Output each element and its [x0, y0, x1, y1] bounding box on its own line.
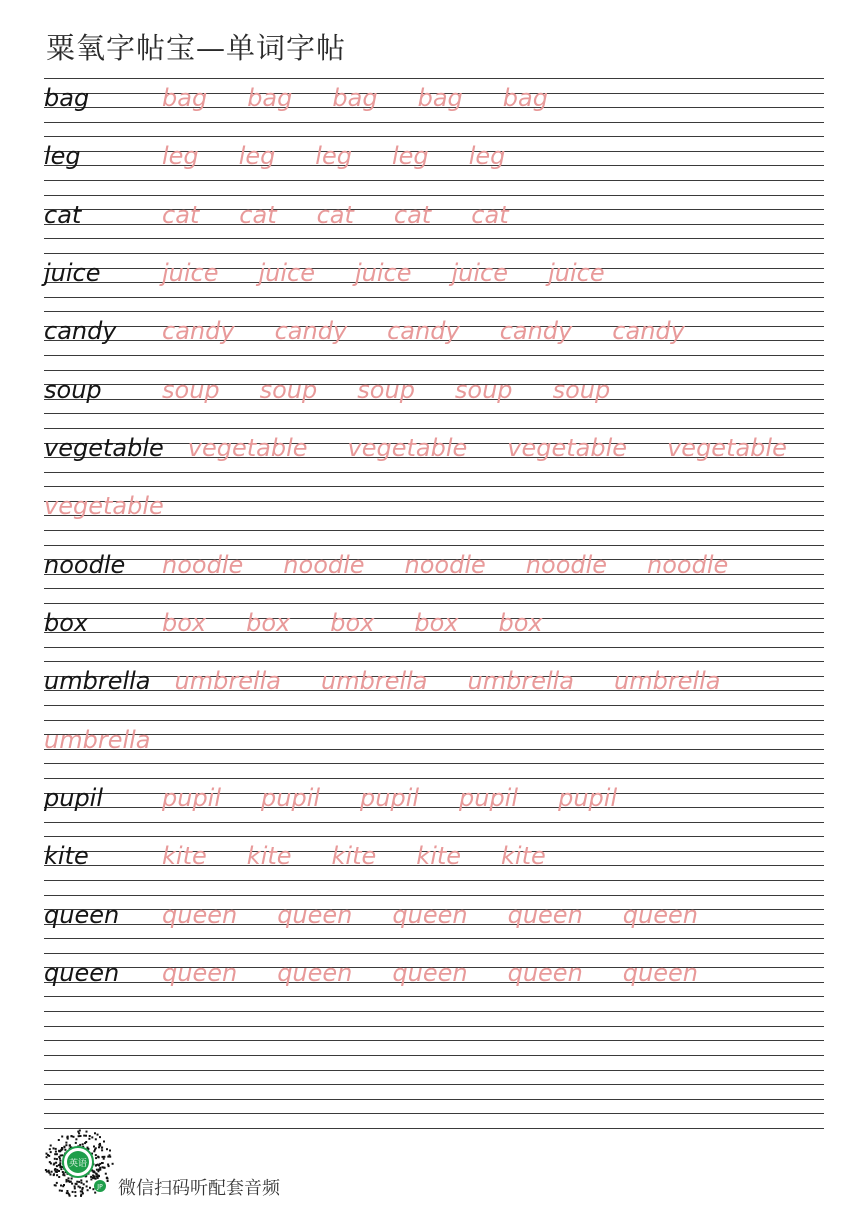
qr-dot [83, 1135, 85, 1137]
qr-dot [50, 1174, 52, 1176]
word-row [44, 545, 824, 603]
qr-dot [48, 1170, 50, 1172]
qr-dot [83, 1183, 85, 1185]
model-word: umbrella [44, 667, 151, 696]
badge-label: 英语 [68, 1159, 88, 1169]
word-row [44, 253, 824, 311]
trace-word: cat [393, 200, 432, 229]
model-word: soup [44, 375, 102, 404]
trace-word: pupil [459, 784, 519, 812]
qr-dot [68, 1180, 70, 1182]
qr-dot [53, 1163, 55, 1165]
worksheet [44, 78, 824, 1118]
model-word: box [44, 609, 89, 637]
qr-dot [109, 1150, 111, 1152]
trace-word: umbrella [321, 667, 428, 696]
trace-word: kite [162, 842, 207, 871]
word-row [44, 953, 824, 1011]
qr-dot [105, 1173, 107, 1175]
qr-dot [95, 1157, 97, 1159]
qr-dot [61, 1147, 63, 1149]
qr-dot [80, 1190, 82, 1192]
qr-dot [63, 1146, 65, 1148]
qr-dot [61, 1136, 63, 1138]
qr-dot [95, 1138, 97, 1140]
qr-dot [103, 1156, 105, 1158]
trace-word: queen [392, 900, 468, 929]
trace-word: box [498, 609, 543, 637]
qr-dot [56, 1182, 58, 1184]
qr-dot [103, 1141, 105, 1143]
trace-word: umbrella [44, 725, 151, 754]
qr-dot [101, 1147, 103, 1149]
trace-word: bag [502, 84, 548, 112]
trace-word: queen [277, 900, 353, 929]
qr-dot [76, 1181, 78, 1183]
qr-dot [69, 1195, 71, 1197]
qr-dot [56, 1174, 58, 1176]
qr-dot [54, 1168, 56, 1170]
trace-word: umbrella [614, 667, 721, 696]
qr-dot [61, 1190, 63, 1192]
qr-dot [106, 1177, 108, 1179]
qr-dot [81, 1182, 83, 1184]
model-word: juice [44, 259, 101, 287]
qr-dot [107, 1180, 109, 1182]
qr-dot [82, 1187, 84, 1189]
qr-dot [54, 1158, 56, 1160]
trace-word: juice [162, 259, 219, 287]
word-row [44, 778, 824, 836]
qr-dot [88, 1138, 90, 1140]
qr-dot [78, 1181, 80, 1183]
qr-dot [50, 1151, 52, 1153]
qr-dot [56, 1158, 58, 1160]
qr-dot [70, 1135, 72, 1137]
qr-dot [101, 1162, 103, 1164]
trace-word: vegetable [347, 434, 468, 462]
trace-word: bag [162, 84, 208, 112]
qr-dot [58, 1176, 60, 1178]
qr-dot [85, 1135, 87, 1137]
model-word: queen [44, 900, 120, 929]
word-row [44, 311, 824, 369]
trace-word: queen [507, 958, 583, 987]
trace-word: queen [392, 958, 468, 987]
qr-dot [60, 1185, 62, 1187]
qr-dot [71, 1178, 73, 1180]
qr-code-icon [42, 1126, 114, 1198]
trace-word: candy [499, 317, 573, 346]
ruled-line [44, 1128, 824, 1129]
badge-corner-label: JP [97, 1183, 103, 1191]
qr-dot [103, 1167, 105, 1169]
trace-word: noodle [404, 550, 486, 579]
qr-dot [58, 1170, 60, 1172]
trace-word: cat [162, 200, 200, 229]
model-word: kite [44, 842, 89, 871]
qr-dot [94, 1132, 96, 1134]
word-row [44, 1011, 824, 1069]
qr-dot [73, 1136, 75, 1138]
qr-dot [51, 1171, 53, 1173]
qr-dot [72, 1191, 74, 1193]
qr-dot [78, 1135, 80, 1137]
trace-word: kite [246, 842, 292, 871]
qr-dot [66, 1181, 68, 1183]
trace-word: umbrella [174, 667, 281, 696]
trace-word: cat [239, 200, 277, 229]
qr-dot [99, 1167, 101, 1169]
qr-dot [74, 1191, 76, 1193]
trace-word: kite [331, 842, 377, 871]
model-word: pupil [44, 784, 104, 812]
qr-dot [54, 1153, 56, 1155]
qr-dot [86, 1185, 88, 1187]
trace-word: kite [416, 842, 462, 871]
trace-word: leg [392, 142, 429, 171]
qr-dot [62, 1171, 64, 1173]
model-word: noodle [44, 550, 126, 579]
trace-word: leg [238, 142, 276, 171]
trace-word: candy [612, 317, 685, 346]
trace-word: box [162, 609, 207, 637]
qr-dot [79, 1144, 81, 1146]
qr-dot [103, 1158, 105, 1160]
qr-dot [93, 1146, 95, 1148]
qr-dot [75, 1195, 77, 1197]
word-row [44, 836, 824, 894]
qr-dot [91, 1136, 93, 1138]
qr-dot [95, 1154, 97, 1156]
qr-dot [66, 1192, 68, 1194]
qr-dot [59, 1166, 61, 1168]
word-row [44, 370, 824, 428]
qr-dot [92, 1188, 94, 1190]
qr-dot [58, 1164, 60, 1166]
trace-word: queen [162, 900, 238, 929]
trace-word: queen [162, 958, 238, 987]
qr-dot [64, 1149, 66, 1151]
qr-dot [86, 1181, 88, 1183]
qr-dot [99, 1136, 101, 1138]
qr-dot [106, 1148, 108, 1150]
trace-word: soup [357, 375, 415, 404]
qr-dot [101, 1149, 103, 1151]
qr-dot [60, 1155, 62, 1157]
trace-word: pupil [360, 784, 420, 812]
trace-word: queen [507, 900, 583, 929]
qr-dot [53, 1147, 55, 1149]
page-title: 粟氧字帖宝—单词字帖 [46, 31, 347, 65]
trace-word: bag [247, 84, 293, 112]
trace-word: noodle [162, 550, 244, 579]
trace-word: box [330, 609, 375, 637]
trace-word: soup [162, 375, 220, 404]
qr-dot [96, 1169, 98, 1171]
trace-word: queen [622, 900, 698, 929]
trace-word: juice [355, 259, 412, 287]
qr-dot [97, 1134, 99, 1136]
trace-word: leg [315, 142, 352, 171]
word-row [44, 428, 824, 486]
qr-dot [64, 1174, 66, 1176]
word-row [44, 661, 824, 719]
qr-dot [65, 1142, 67, 1144]
qr-dot [98, 1146, 100, 1148]
word-row [44, 895, 824, 953]
trace-word: queen [277, 958, 353, 987]
trace-word: umbrella [467, 667, 574, 696]
qr-dot [58, 1150, 60, 1152]
trace-word: vegetable [507, 434, 628, 462]
qr-dot [93, 1150, 95, 1152]
word-row [44, 195, 824, 253]
word-row [44, 136, 824, 194]
trace-word: pupil [558, 784, 618, 812]
model-word: cat [44, 200, 82, 229]
qr-dot [94, 1192, 96, 1194]
trace-word: juice [548, 259, 605, 287]
word-row [44, 720, 824, 778]
qr-dot [45, 1169, 47, 1171]
word-row [44, 486, 824, 544]
trace-word: kite [501, 842, 546, 871]
qr-dot [69, 1144, 71, 1146]
qr-dot [75, 1138, 77, 1140]
qr-dot [96, 1164, 98, 1166]
qr-dot [46, 1153, 48, 1155]
qr-dot [80, 1179, 82, 1181]
qr-dot [87, 1147, 89, 1149]
qr-dot [62, 1185, 64, 1187]
model-word: queen [44, 958, 120, 987]
qr-dot [90, 1176, 92, 1178]
qr-dot [49, 1148, 51, 1150]
qr-dot [84, 1142, 86, 1144]
qr-dot [66, 1190, 68, 1192]
trace-word: noodle [283, 550, 365, 579]
qr-dot [80, 1195, 82, 1197]
qr-dot [70, 1181, 72, 1183]
trace-word: soup [454, 375, 513, 404]
qr-dot [74, 1185, 76, 1187]
qr-dot [97, 1156, 99, 1158]
qr-dot [50, 1145, 52, 1147]
model-word: bag [44, 84, 90, 112]
qr-dot [77, 1131, 79, 1133]
trace-word: candy [274, 317, 348, 346]
qr-dot [86, 1131, 88, 1133]
trace-word: bag [332, 84, 378, 112]
qr-dot [98, 1144, 100, 1146]
qr-dot [89, 1135, 91, 1137]
qr-dot [75, 1183, 77, 1185]
word-row [44, 78, 824, 136]
qr-dot [66, 1136, 68, 1138]
trace-word: box [246, 609, 291, 637]
trace-word: cat [316, 200, 354, 229]
trace-word: candy [387, 317, 460, 346]
trace-word: noodle [525, 550, 608, 579]
qr-dot [82, 1192, 84, 1194]
trace-word: vegetable [667, 434, 787, 462]
qr-dot [98, 1169, 100, 1171]
qr-dot [89, 1187, 91, 1189]
qr-dot [55, 1148, 57, 1150]
trace-word: soup [552, 375, 611, 404]
trace-word: vegetable [44, 492, 164, 521]
qr-dot [55, 1185, 57, 1187]
qr-dot [53, 1174, 55, 1176]
qr-dot [68, 1177, 70, 1179]
qr-dot [59, 1160, 61, 1162]
qr-dot [78, 1132, 80, 1134]
scan-instruction: 微信扫码听配套音频 [118, 1178, 280, 1199]
word-row [44, 603, 824, 661]
qr-dot [109, 1156, 111, 1158]
trace-word: candy [162, 317, 235, 346]
qr-dot [102, 1156, 104, 1158]
trace-word: leg [162, 142, 199, 171]
qr-dot [98, 1175, 100, 1177]
trace-word: bag [417, 84, 463, 112]
trace-word: pupil [261, 784, 321, 812]
trace-word: queen [622, 958, 698, 987]
model-word: candy [44, 317, 117, 346]
qr-dot [56, 1165, 58, 1167]
qr-dot [59, 1158, 61, 1160]
model-word: vegetable [44, 434, 164, 462]
trace-word: juice [451, 259, 509, 287]
trace-word: leg [468, 142, 506, 171]
qr-dot [49, 1161, 51, 1163]
trace-word: pupil [162, 784, 222, 812]
qr-dot [93, 1170, 95, 1172]
word-row [44, 1070, 824, 1128]
qr-dot [87, 1189, 89, 1191]
qr-dot [108, 1165, 110, 1167]
qr-dot [92, 1177, 94, 1179]
qr-dot [78, 1186, 80, 1188]
qr-dot [46, 1156, 48, 1158]
qr-dot [48, 1172, 50, 1174]
model-word: leg [44, 142, 81, 171]
trace-word: vegetable [187, 434, 308, 462]
trace-word: juice [258, 259, 316, 287]
qr-dot [80, 1135, 82, 1137]
qr-dot [56, 1153, 58, 1155]
qr-dot [59, 1190, 61, 1192]
qr-dot [61, 1154, 63, 1156]
qr-dot [112, 1163, 114, 1165]
qr-dot [94, 1149, 96, 1151]
trace-word: box [414, 609, 459, 637]
qr-dot [55, 1151, 57, 1153]
trace-word: soup [259, 375, 318, 404]
qr-dot [58, 1139, 60, 1141]
qr-dot [82, 1143, 84, 1145]
qr-dot [71, 1183, 73, 1185]
trace-word: cat [471, 200, 509, 229]
qr-dot [75, 1142, 77, 1144]
trace-word: noodle [647, 550, 729, 579]
qr-dot [74, 1187, 76, 1189]
qr-dot [60, 1168, 62, 1170]
qr-dot [107, 1156, 109, 1158]
qr-dot [65, 1144, 67, 1146]
qr-dot [55, 1171, 57, 1173]
